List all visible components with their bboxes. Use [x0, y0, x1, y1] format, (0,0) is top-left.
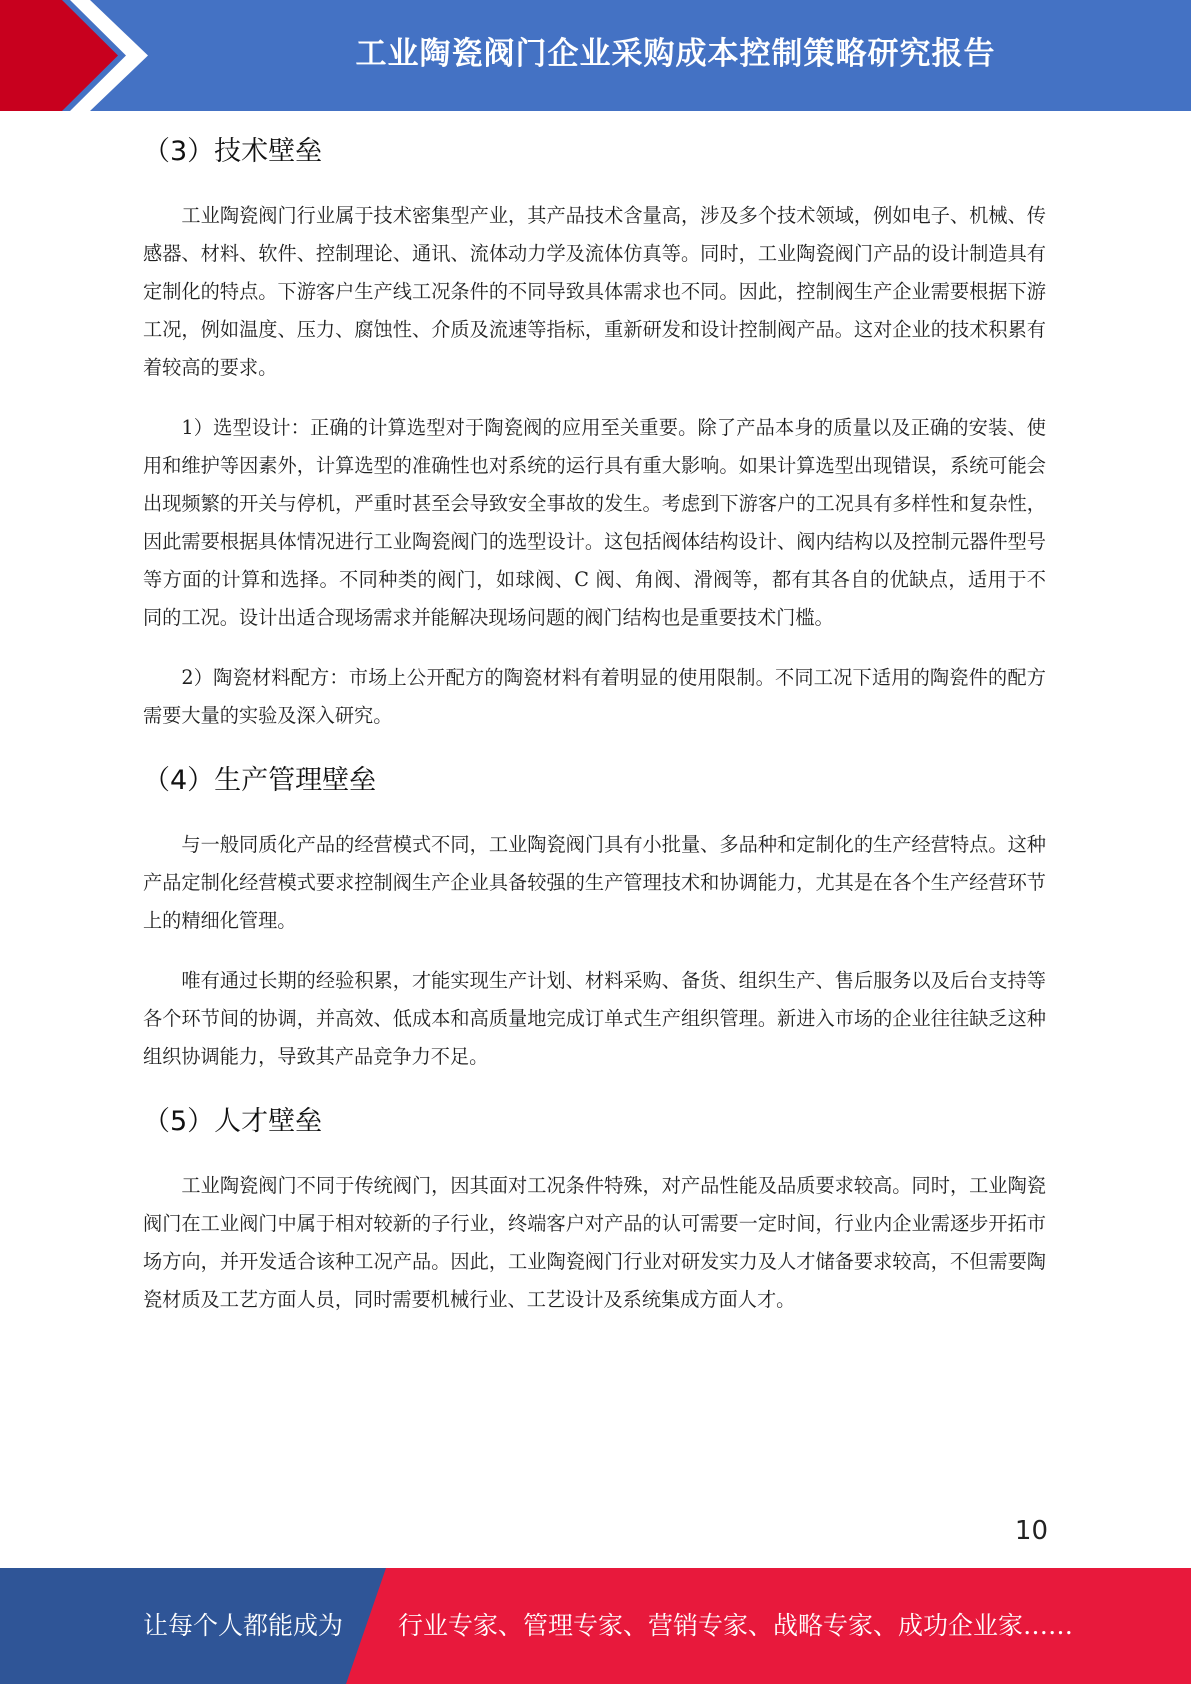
- page-content: [143, 124, 1046, 1319]
- paragraph: 1）选型设计：正确的计算选型对于陶瓷阀的应用至关重要。除了产品本身的质量以及正确的安装、使用和维护等因素外，计算选型的准确性也对系统的运行具有重大影响。如果计算选型出现错误，系统可能会出现频繁的开关与停机，严重时甚至会导致安全事故的发生。考虑到下游客户的工况具有多样性和复杂性，因此需要根据具体情况进行工业陶瓷阀门的选型设计。这包括阀体结构设计、阀内结构以及控制元器件型号等方面的计算和选择。不同种类的阀门，如球阀、C 阀、角阀、滑阀等，都有其各自的优缺点，适用于不同的工况。设计出适合现场需求并能解决现场问题的阀门结构也是重要技术门槛。: [143, 416, 1046, 629]
- paragraph: 与一般同质化产品的经营模式不同，工业陶瓷阀门具有小批量、多品种和定制化的生产经营特点。这种产品定制化经营模式要求控制阀生产企业具备较强的生产管理技术和协调能力，尤其是在各个生产经营环节上的精细化管理。: [143, 833, 1046, 932]
- footer-slogan-left: 让每个人都能成为: [143, 1611, 344, 1640]
- page-footer: [0, 1568, 1191, 1684]
- paragraph: 工业陶瓷阀门不同于传统阀门，因其面对工况条件特殊，对产品性能及品质要求较高。同时，工业陶瓷阀门在工业阀门中属于相对较新的子行业，终端客户对产品的认可需要一定时间，行业内企业需逐步开拓市场方向，并开发适合该种工况产品。因此，工业陶瓷阀门行业对研发实力及人才储备要求较高，不但需要陶瓷材质及工艺方面人员，同时需要机械行业、工艺设计及系统集成方面人才。: [143, 1174, 1046, 1311]
- report-title: 工业陶瓷阀门企业采购成本控制策略研究报告: [355, 35, 996, 72]
- section-heading-production-barrier: （4）生产管理壁垒: [143, 765, 377, 796]
- paragraph: 2）陶瓷材料配方：市场上公开配方的陶瓷材料有着明显的使用限制。不同工况下适用的陶瓷件的配方需要大量的实验及深入研究。: [143, 666, 1046, 727]
- paragraph: 唯有通过长期的经验积累，才能实现生产计划、材料采购、备货、组织生产、售后服务以及后台支持等各个环节间的协调，并高效、低成本和高质量地完成订单式生产组织管理。新进入市场的企业往往缺乏这种组织协调能力，导致其产品竞争力不足。: [143, 969, 1046, 1068]
- header-chevron-decoration: [0, 0, 160, 111]
- paragraph: 工业陶瓷阀门行业属于技术密集型产业，其产品技术含量高，涉及多个技术领域，例如电子、机械、传感器、材料、软件、控制理论、通讯、流体动力学及流体仿真等。同时，工业陶瓷阀门产品的设计制造具有定制化的特点。下游客户生产线工况条件的不同导致具体需求也不同。因此，控制阀生产企业需要根据下游工况，例如温度、压力、腐蚀性、介质及流速等指标，重新研发和设计控制阀产品。这对企业的技术积累有着较高的要求。: [143, 204, 1046, 379]
- footer-slogan-right: 行业专家、管理专家、营销专家、战略专家、成功企业家……: [398, 1611, 1074, 1640]
- section-heading-talent-barrier: （5）人才壁垒: [143, 1106, 323, 1137]
- page-number: 10: [1014, 1516, 1048, 1546]
- section-heading-tech-barrier: （3）技术壁垒: [143, 136, 323, 167]
- page-header: [0, 0, 1191, 111]
